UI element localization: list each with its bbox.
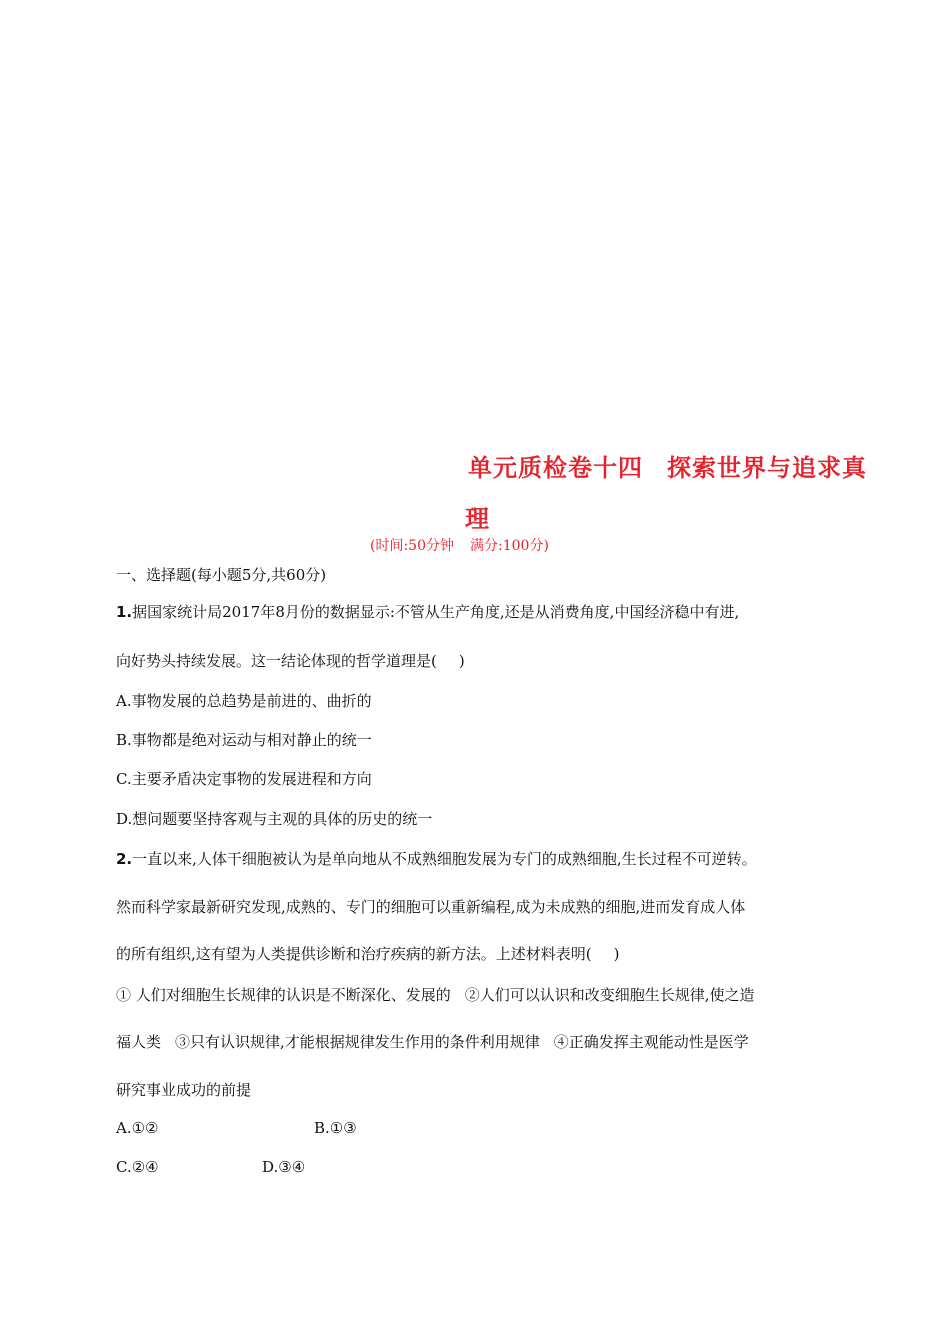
exam-time: (时间:50分钟 [370, 538, 454, 554]
question-2-line-2: 然而科学家最新研究发现,成熟的、专门的细胞可以重新编程,成为未成熟的细胞,进而发育成人体 [116, 898, 746, 916]
question-1-option-a: A.事物发展的总趋势是前进的、曲折的 [116, 692, 372, 710]
document-title [468, 448, 867, 483]
question-1-option-c: C.主要矛盾决定事物的发展进程和方向 [116, 770, 372, 788]
section-heading: 一、选择题(每小题5分,共60分) [116, 566, 327, 584]
question-2-option-a: A.①② [116, 1119, 159, 1137]
statement-1: ① 人们对细胞生长规律的认识是不断深化、发展的 [116, 986, 451, 1004]
question-2-statements-line-2: 福人类 ③只有认识规律,才能根据规律发生作用的条件利用规律 ④正确发挥主观能动性是医学 [116, 1033, 749, 1051]
exam-info [370, 535, 549, 555]
question-1-option-d: D.想问题要坚持客观与主观的具体的历史的统一 [116, 810, 433, 828]
question-1-option-b: B.事物都是绝对运动与相对静止的统一 [116, 731, 372, 749]
question-1-line-2: 向好势头持续发展。这一结论体现的哲学道理是( ) [116, 652, 465, 670]
statement-3: ③只有认识规律,才能根据规律发生作用的条件利用规律 [175, 1033, 540, 1051]
question-2-option-d: D.③④ [262, 1158, 306, 1176]
question-2-line-3: 的所有组织,这有望为人类提供诊断和治疗疾病的新方法。上述材料表明( ) [116, 945, 620, 963]
question-2-number: 2. [116, 850, 133, 868]
document-title-continued: 理 [465, 505, 489, 533]
statement-4: ④正确发挥主观能动性是医学 [553, 1033, 749, 1051]
question-1-number: 1. [116, 603, 133, 621]
question-2-line-1: 2.一直以来,人体干细胞被认为是单向地从不成熟细胞发展为专门的成熟细胞,生长过程不可逆转。 [116, 850, 757, 868]
title-part-1: 单元质检卷十四 [468, 454, 643, 482]
question-2-option-c: C.②④ [116, 1158, 159, 1176]
title-part-2: 探索世界与追求真 [667, 454, 867, 482]
question-1-line-1: 1.据国家统计局2017年8月份的数据显示:不管从生产角度,还是从消费角度,中国经济稳中有进, [116, 603, 740, 621]
question-2-statements-line-1 [116, 984, 755, 1005]
exam-score: 满分:100分) [470, 538, 549, 554]
question-2-option-b: B.①③ [314, 1119, 357, 1137]
question-2-statements-line-3: 研究事业成功的前提 [116, 1081, 252, 1099]
statement-2: ②人们可以认识和改变细胞生长规律,使之造 [464, 986, 755, 1004]
